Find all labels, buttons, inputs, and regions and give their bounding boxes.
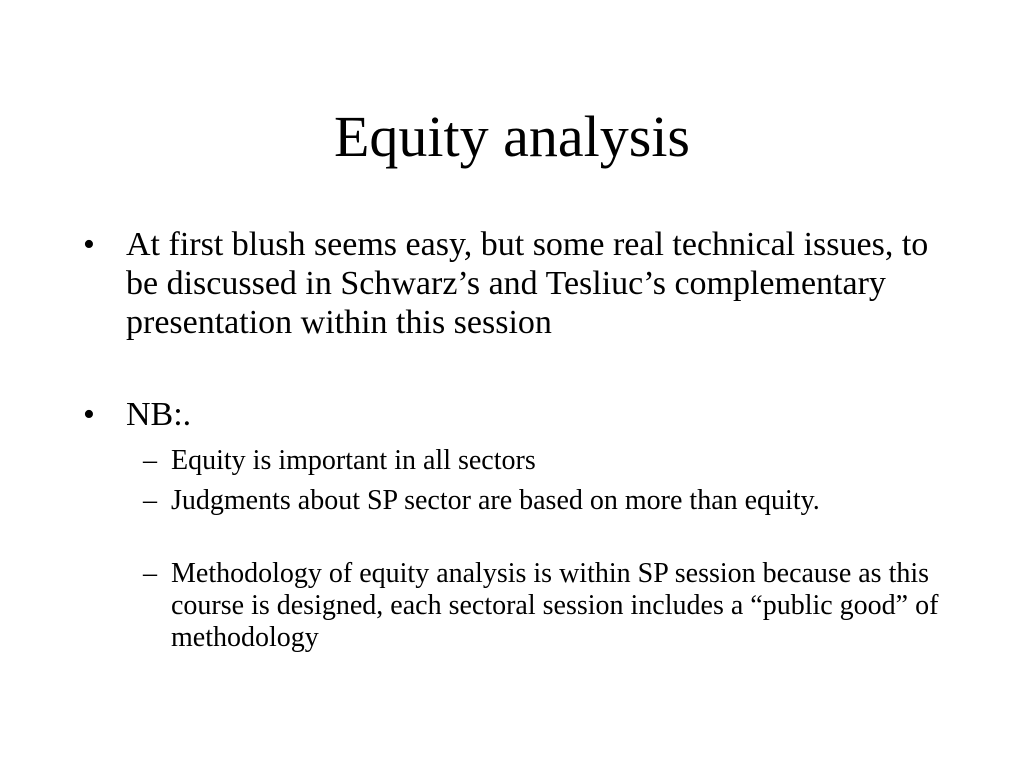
bullet-text: At first blush seems easy, but some real technical issues, to be discussed in Schwarz’s and Tesliuc’s complementary presentation within this session bbox=[126, 226, 929, 341]
bullet-item bbox=[83, 225, 943, 342]
sub-bullet-item bbox=[143, 445, 953, 477]
bullet-marker: • bbox=[83, 396, 95, 433]
sub-bullet-text: Methodology of equity analysis is within SP session because as this course is designed, each sectoral session includes a “public good” of methodology bbox=[171, 558, 939, 653]
sub-bullet-item bbox=[143, 485, 953, 517]
bullet-marker: • bbox=[83, 226, 95, 263]
sub-bullet-marker: – bbox=[143, 558, 157, 589]
sub-bullet-text: Judgments about SP sector are based on more than equity. bbox=[171, 485, 820, 516]
sub-bullet-marker: – bbox=[143, 485, 157, 516]
sub-bullet-marker: – bbox=[143, 445, 157, 476]
sub-bullet-item bbox=[143, 558, 953, 654]
sub-bullet-text: Equity is important in all sectors bbox=[171, 445, 536, 476]
bullet-item bbox=[83, 395, 943, 434]
bullet-text: NB:. bbox=[126, 396, 192, 433]
slide-title: Equity analysis bbox=[333, 104, 690, 169]
